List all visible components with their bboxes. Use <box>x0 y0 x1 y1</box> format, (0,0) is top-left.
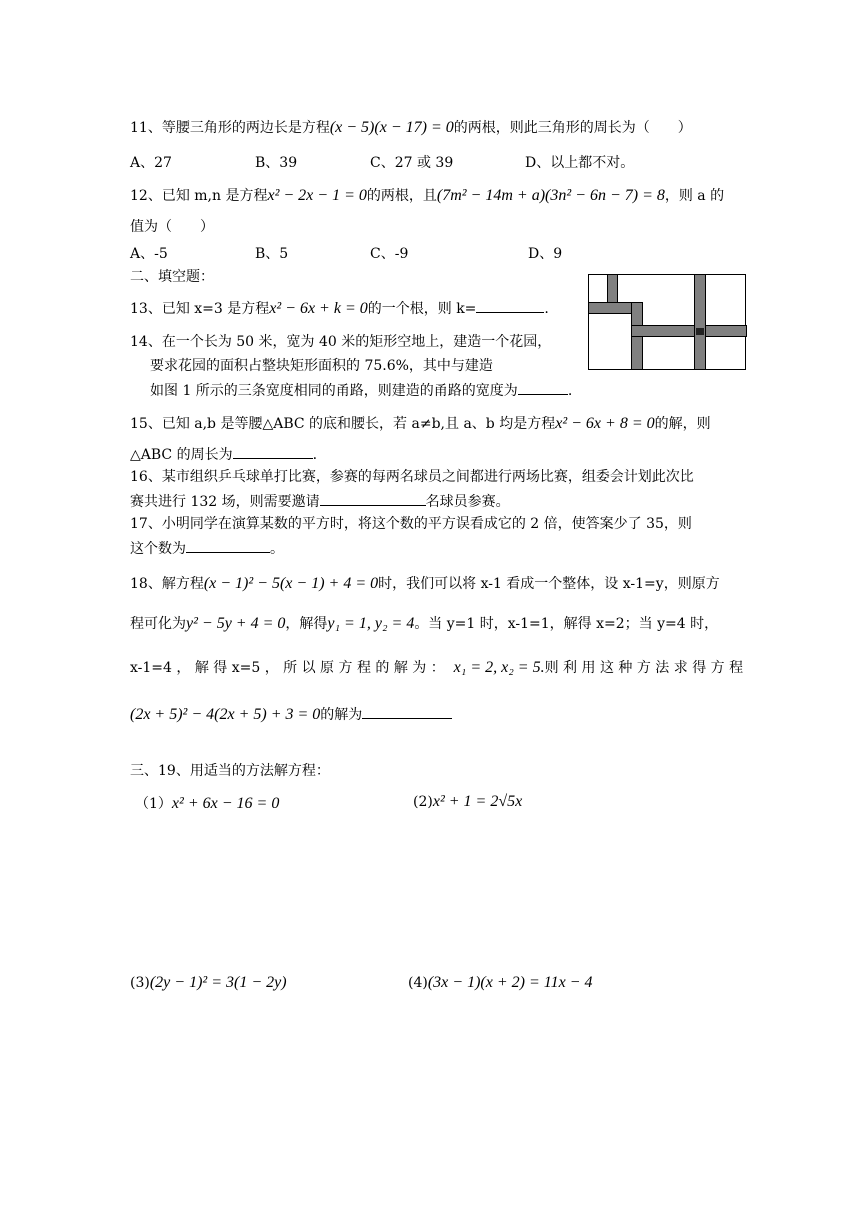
figure-1-garden-diagram <box>588 274 746 370</box>
q12-equation-2: (7m² − 14m + a)(3n² − 6n − 7) = 8 <box>436 187 665 204</box>
q18-text-2c: 。当 y=1 时，x-1=1，解得 x=2；当 y=4 时， <box>414 616 719 632</box>
q13-stem <box>130 298 549 319</box>
q12-option-a: A、-5 <box>130 246 168 262</box>
section-solve-heading: 三、19、用适当的方法解方程： <box>130 763 330 779</box>
q18-text-1: 时，我们可以将 x-1 看成一个整体，设 x-1=y，则原方 <box>378 576 720 592</box>
q16-line-2-text: 赛共进行 132 场，则需要邀请 <box>130 494 320 510</box>
q18-line-1 <box>130 574 720 594</box>
q19-part-2-equation: x² + 1 = 2√5x <box>432 793 523 810</box>
q18-equation-3: y₁ = 1, y₂ = 4 <box>327 615 415 632</box>
q18-text-3b: 则 利 用 这 种 方 法 求 得 方 程 <box>544 660 744 676</box>
q17-line-2 <box>130 538 284 559</box>
section-fill-in-heading: 二、填空题： <box>130 269 214 285</box>
q19-part-4 <box>408 974 592 992</box>
q12-stem <box>130 186 724 206</box>
q15-text-end: 的解，则 <box>654 416 711 432</box>
q18-text-4: 的解为 <box>320 707 363 723</box>
q19-part-1 <box>135 793 279 813</box>
road-right-horizontal <box>631 325 747 337</box>
q19-part-3-label: (3) <box>130 975 150 991</box>
q18-equation-4: x₁ = 2, x₂ = 5. <box>453 659 545 676</box>
q17-line-2-text: 这个数为 <box>130 541 186 557</box>
q14-period: . <box>567 383 573 399</box>
q11-option-b: B、39 <box>255 155 298 171</box>
q19-part-1-equation: x² + 6x − 16 = 0 <box>171 795 280 812</box>
q17-line-1: 17、小明同学在演算某数的平方时，将这个数的平方误看成它的 2 倍，使答案少了 35，则 <box>130 516 692 532</box>
q19-part-3 <box>130 974 287 992</box>
q19-part-4-label: (4) <box>408 975 428 991</box>
q18-equation-2: y² − 5y + 4 = 0 <box>186 615 286 632</box>
q18-text-2b: ，解得 <box>285 616 328 632</box>
q19-part-2 <box>413 793 522 811</box>
q11-option-d: D、以上都不对。 <box>525 155 635 171</box>
q11-option-c: C、27 或 39 <box>370 155 454 171</box>
q12-text: 12、已知 m,n 是方程 <box>130 188 268 204</box>
q12-option-d: D、9 <box>528 246 563 262</box>
q16-line-2 <box>130 491 510 512</box>
q19-part-3-equation: (2y − 1)² = 3(1 − 2y) <box>149 974 287 991</box>
q12-option-b: B、5 <box>255 246 289 262</box>
q14-line-3-text: 如图 1 所示的三条宽度相同的甬路，则建造的甬路的宽度为 <box>150 383 518 399</box>
q12-text-mid: 的两根，且 <box>366 188 437 204</box>
road-intersection <box>696 328 704 335</box>
q18-equation-1: (x − 1)² − 5(x − 1) + 4 = 0 <box>203 575 379 592</box>
q14-line-2: 要求花园的面积占整块矩形面积的 75.6%，其中与建造 <box>150 358 493 374</box>
q15-equation: x² − 6x + 8 = 0 <box>555 415 655 432</box>
q11-stem <box>130 118 692 138</box>
q13-text: 13、已知 x=3 是方程 <box>130 301 270 317</box>
q18-line-4 <box>130 704 452 725</box>
q18-line-3 <box>130 658 743 678</box>
q13-equation: x² − 6x + k = 0 <box>269 300 368 317</box>
q18-line-2 <box>130 614 718 634</box>
q19-part-1-label: （1） <box>135 796 172 812</box>
q15-period: . <box>312 447 318 463</box>
q18-equation-5: (2x + 5)² − 4(2x + 5) + 3 = 0 <box>130 706 321 723</box>
q17-period: 。 <box>270 541 284 557</box>
q12-equation-1: x² − 2x − 1 = 0 <box>267 187 367 204</box>
road-right-vertical <box>694 274 706 370</box>
q15-stem <box>130 414 711 434</box>
q16-answer-blank[interactable] <box>320 491 426 506</box>
q18-answer-blank[interactable] <box>362 704 452 719</box>
q14-line-1: 14、在一个长为 50 米，宽为 40 米的矩形空地上，建造一个花园， <box>130 334 552 350</box>
q15-answer-blank[interactable] <box>233 444 313 459</box>
q18-text-3a: x-1=4 ， 解 得 x=5 ， 所 以 原 方 程 的 解 为 ： <box>130 660 445 676</box>
q11-text-end: 的两根，则此三角形的周长为（ ） <box>453 120 692 136</box>
q13-answer-blank[interactable] <box>476 298 544 313</box>
q11-option-a: A、27 <box>130 155 172 171</box>
q14-answer-blank[interactable] <box>518 380 568 395</box>
q12-line-2: 值为（ ） <box>130 219 214 235</box>
q13-period: . <box>544 301 549 317</box>
q13-text-end: 的一个根，则 k= <box>367 301 477 317</box>
q11-text: 11、等腰三角形的两边长是方程 <box>130 120 330 136</box>
q16-line-1: 16、某市组织乒乓球单打比赛，参赛的每两名球员之间都进行两场比赛，组委会计划此次比 <box>130 469 694 485</box>
q18-text: 18、解方程 <box>130 576 204 592</box>
q15-line-2-text: △ABC 的周长为 <box>130 447 233 463</box>
q17-answer-blank[interactable] <box>186 538 270 553</box>
q11-equation: (x − 5)(x − 17) = 0 <box>329 119 454 136</box>
q18-text-2a: 程可化为 <box>130 616 186 632</box>
road-top-left-vertical <box>607 274 618 304</box>
q15-line-2 <box>130 444 317 465</box>
q16-line-2-end: 名球员参赛。 <box>425 494 510 510</box>
q14-line-3 <box>150 380 572 401</box>
q19-part-4-equation: (3x − 1)(x + 2) = 11x − 4 <box>427 974 593 991</box>
q12-option-c: C、-9 <box>370 246 409 262</box>
q15-text: 15、已知 a,b 是等腰△ABC 的底和腰长，若 a≠b,且 a、b 均是方程 <box>130 416 556 432</box>
q12-text-end: ，则 a 的 <box>664 188 725 204</box>
q19-part-2-label: (2) <box>413 794 433 810</box>
